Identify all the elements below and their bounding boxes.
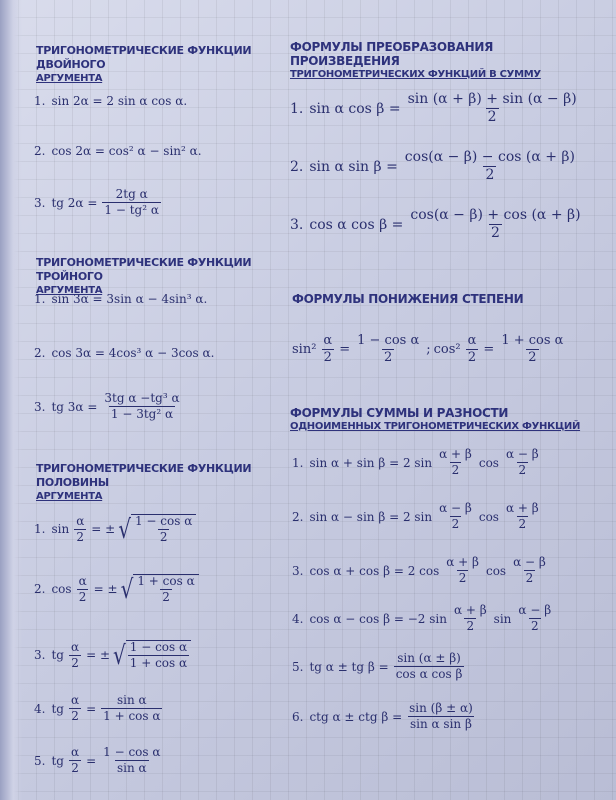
numerator: α	[70, 639, 80, 654]
formula-lhs: cos α + cos β = 2 cos	[309, 563, 440, 578]
numerator: sin α	[116, 693, 147, 707]
denominator: 2	[159, 530, 168, 545]
formula-cos-half	[34, 574, 199, 604]
formula-number: 2.	[34, 582, 46, 597]
fraction	[437, 448, 474, 477]
argument-fraction	[69, 694, 81, 723]
heading-line1: ТРИГОНОМЕТРИЧЕСКИЕ ФУНКЦИИ ТРОЙНОГО	[36, 256, 252, 283]
formula-power-reduction	[292, 334, 567, 366]
radicand	[131, 514, 196, 544]
formula-number: 1.	[34, 522, 46, 537]
heading-line2: ТРИГОНОМЕТРИЧЕСКИХ ФУНКЦИЙ В СУММУ	[290, 69, 541, 80]
denominator: 2	[384, 350, 393, 366]
argument-fraction	[77, 575, 89, 604]
fraction	[437, 502, 474, 531]
formula-lhs: tg	[51, 648, 64, 663]
radicand	[133, 574, 198, 604]
square-root	[121, 574, 199, 604]
formula-number: 5.	[34, 753, 46, 768]
numerator: α + β	[453, 603, 487, 617]
numerator: α	[78, 573, 87, 588]
denominator: 1 + cos α	[129, 656, 188, 671]
formula-lhs: cos α − cos β = −2 sin	[309, 611, 447, 626]
formula-lhs: tg	[51, 701, 64, 716]
numerator: α	[76, 513, 85, 528]
numerator: 1 − cos α	[134, 514, 193, 528]
numerator: α − β	[439, 501, 472, 515]
numerator: α	[70, 693, 80, 707]
formula-lhs: ctg α ± ctg β =	[309, 709, 403, 724]
formula-number: 3.	[290, 216, 304, 233]
numerator: cos(α − β) − cos (α + β)	[404, 149, 575, 165]
heading-line2: ОДНОИМЕННЫХ ТРИГОНОМЕТРИЧЕСКИХ ФУНКЦИЙ	[290, 421, 581, 432]
radicand	[126, 640, 191, 670]
heading-double-argument	[36, 44, 276, 86]
formula-lhs: cos	[51, 582, 72, 597]
denominator: 2	[71, 709, 79, 724]
argument-fraction	[321, 334, 334, 366]
fraction	[511, 556, 548, 585]
formula-ctg-sum	[292, 702, 477, 731]
equals-sign: =	[86, 701, 97, 716]
fraction	[133, 515, 194, 544]
equals-sign: =	[483, 342, 495, 358]
fraction	[452, 604, 489, 633]
radical-sign: √	[118, 513, 131, 545]
square-root	[113, 640, 191, 670]
formula-text: sin 3α = 3sin α − 4sin³ α.	[51, 292, 208, 306]
equals-sign: = ±	[91, 522, 116, 537]
formula-tg-half-sin	[34, 694, 164, 723]
sin-squared-lhs: sin²	[292, 342, 317, 358]
heading-line1: ФОРМУЛЫ ПОНИЖЕНИЯ СТЕПЕНИ	[292, 292, 524, 306]
formula-cos-cos-product	[290, 208, 585, 242]
numerator: sin (α ± β)	[397, 651, 461, 665]
formula-sin3a	[34, 292, 207, 306]
numerator: sin (α + β) + sin (α − β)	[407, 91, 577, 107]
cos-squared-lhs: cos²	[433, 342, 461, 358]
formula-sin-cos-product	[290, 92, 581, 126]
formula-lhs: sin α sin β =	[309, 158, 398, 175]
denominator: 2	[466, 619, 475, 634]
argument-fraction	[466, 334, 479, 366]
heading-line1: ТРИГОНОМЕТРИЧЕСКИЕ ФУНКЦИИ ПОЛОВИНЫ	[36, 462, 252, 489]
formula-lhs: tg α ± tg β =	[309, 659, 389, 674]
formula-lhs: sin α − sin β = 2 sin	[309, 509, 433, 524]
formula-number: 1.	[292, 455, 304, 470]
formula-text: cos 3α = 4cos³ α − 3cos α.	[51, 346, 215, 360]
formula-sin2a	[34, 94, 187, 108]
formula-text: cos 2α = cos² α − sin² α.	[51, 144, 202, 158]
fraction	[128, 641, 189, 670]
formula-sin-sum	[292, 448, 543, 477]
fraction	[355, 334, 421, 366]
formula-number: 2.	[34, 144, 46, 158]
formula-lhs: sin α cos β =	[309, 100, 401, 117]
fraction	[102, 188, 161, 217]
denominator: 2	[528, 350, 537, 366]
numerator: α + β	[505, 501, 539, 515]
fraction	[406, 92, 579, 126]
formula-lhs: sin α + sin β = 2 sin	[309, 455, 433, 470]
formula-mid: cos	[478, 509, 499, 524]
formula-lhs: cos α cos β =	[309, 216, 404, 233]
separator: ;	[426, 342, 431, 358]
numerator: 1 − cos α	[129, 640, 188, 654]
denominator: 1 + cos α	[103, 709, 161, 724]
fraction	[504, 448, 541, 477]
denominator: 2	[78, 589, 87, 604]
numerator: α	[70, 745, 80, 759]
denominator: 2	[323, 350, 332, 366]
fraction	[504, 502, 541, 531]
denominator: 2	[530, 619, 539, 634]
heading-line1: ФОРМУЛЫ СУММЫ И РАЗНОСТИ	[290, 406, 509, 420]
heading-power-reduction	[292, 292, 592, 306]
denominator: 2	[518, 463, 527, 478]
denominator: 2	[485, 167, 495, 184]
radical-sign: √	[113, 639, 126, 671]
fraction	[101, 694, 162, 723]
formula-number: 3.	[34, 399, 46, 414]
denominator: 2	[76, 529, 85, 544]
formula-number: 4.	[34, 701, 46, 716]
formula-sin-sin-product	[290, 150, 579, 184]
numerator: sin (β ± α)	[409, 701, 473, 715]
formula-number: 3.	[34, 195, 46, 210]
formula-text: sin 2α = 2 sin α cos α.	[51, 94, 188, 108]
fraction	[394, 652, 465, 681]
formula-number: 3.	[292, 563, 304, 578]
heading-half-argument	[36, 462, 276, 504]
denominator: 2	[451, 517, 460, 532]
denominator: 2	[71, 655, 79, 670]
formula-number: 4.	[292, 611, 304, 626]
formula-mid: sin	[493, 611, 512, 626]
heading-line1: ТРИГОНОМЕТРИЧЕСКИЕ ФУНКЦИИ ДВОЙНОГО	[36, 44, 252, 71]
formula-number: 5.	[292, 659, 304, 674]
fraction	[403, 150, 577, 184]
formula-lhs: tg	[51, 753, 64, 768]
denominator: 2	[491, 225, 500, 242]
formula-lhs: sin	[51, 522, 70, 537]
formula-tg-sum	[292, 652, 466, 681]
formula-tg-half-cos	[34, 746, 164, 775]
denominator: 2	[518, 517, 527, 532]
fraction	[135, 575, 196, 604]
equals-sign: = ±	[86, 648, 111, 663]
fraction	[407, 702, 475, 731]
formula-number: 2.	[34, 346, 46, 360]
formula-number: 1.	[290, 100, 304, 117]
formula-number: 2.	[292, 509, 304, 524]
heading-product-to-sum	[290, 40, 590, 82]
numerator: α + β	[446, 555, 479, 569]
formula-number: 6.	[292, 709, 304, 724]
denominator: 2	[71, 761, 79, 776]
fraction	[101, 746, 162, 775]
numerator: 1 + cos α	[501, 333, 564, 348]
denominator: 2	[458, 571, 467, 586]
numerator: cos(α − β) + cos (α + β)	[410, 207, 581, 223]
formula-cos2a	[34, 144, 202, 158]
formula-mid: cos	[478, 455, 499, 470]
square-root	[118, 514, 196, 544]
fraction	[408, 208, 582, 242]
numerator: 3tg α −tg³ α	[104, 391, 180, 405]
fraction	[516, 604, 553, 633]
numerator: α − β	[513, 555, 546, 569]
denominator: 2	[162, 590, 170, 605]
denominator: 2	[487, 109, 497, 126]
numerator: 1 − cos α	[357, 333, 420, 348]
heading-sum-difference	[290, 406, 590, 434]
formula-sin-half	[34, 514, 196, 544]
fraction	[444, 556, 481, 585]
denominator: cos α cos β	[395, 667, 463, 682]
numerator: α	[467, 333, 477, 348]
formula-number: 3.	[34, 648, 46, 663]
denominator: sin α	[116, 761, 147, 776]
formula-sin-difference	[292, 502, 543, 531]
heading-line2: АРГУМЕНТА	[36, 491, 103, 502]
equals-sign: =	[86, 753, 97, 768]
denominator: 2	[525, 571, 534, 586]
equals-sign: = ±	[93, 582, 118, 597]
heading-line2: АРГУМЕНТА	[36, 285, 103, 296]
argument-fraction	[69, 746, 81, 775]
numerator: 2tg α	[115, 187, 148, 201]
formula-tg3a	[34, 392, 184, 421]
formula-tg2a	[34, 188, 163, 217]
numerator: α	[323, 333, 333, 348]
formula-cos-difference	[292, 604, 555, 633]
heading-line2: АРГУМЕНТА	[36, 73, 103, 84]
formula-number: 1.	[34, 292, 46, 306]
denominator: 1 − 3tg² α	[110, 407, 174, 422]
numerator: α + β	[439, 447, 472, 461]
argument-fraction	[69, 641, 81, 670]
fraction	[499, 334, 565, 366]
denominator: sin α sin β	[409, 717, 472, 732]
equals-sign: =	[339, 342, 351, 358]
notebook-spine	[0, 0, 22, 800]
formula-cos3a	[34, 346, 214, 360]
formula-number: 1.	[34, 94, 46, 108]
formula-lhs: tg 2α =	[51, 195, 98, 210]
formula-tg-half-root	[34, 640, 191, 670]
numerator: 1 + cos α	[137, 574, 195, 588]
formula-mid: cos	[485, 563, 507, 578]
fraction	[102, 392, 181, 421]
formula-number: 2.	[290, 158, 304, 175]
numerator: 1 − cos α	[103, 745, 161, 759]
radical-sign: √	[120, 573, 134, 605]
formula-lhs: tg 3α =	[51, 399, 98, 414]
heading-line1: ФОРМУЛЫ ПРЕОБРАЗОВАНИЯ ПРОИЗВЕДЕНИЯ	[290, 40, 494, 68]
denominator: 2	[451, 463, 460, 478]
numerator: α − β	[518, 603, 552, 617]
formula-cos-sum	[292, 556, 550, 585]
denominator: 2	[467, 350, 477, 366]
denominator: 1 − tg² α	[104, 203, 159, 218]
numerator: α − β	[505, 447, 539, 461]
argument-fraction	[74, 515, 86, 544]
